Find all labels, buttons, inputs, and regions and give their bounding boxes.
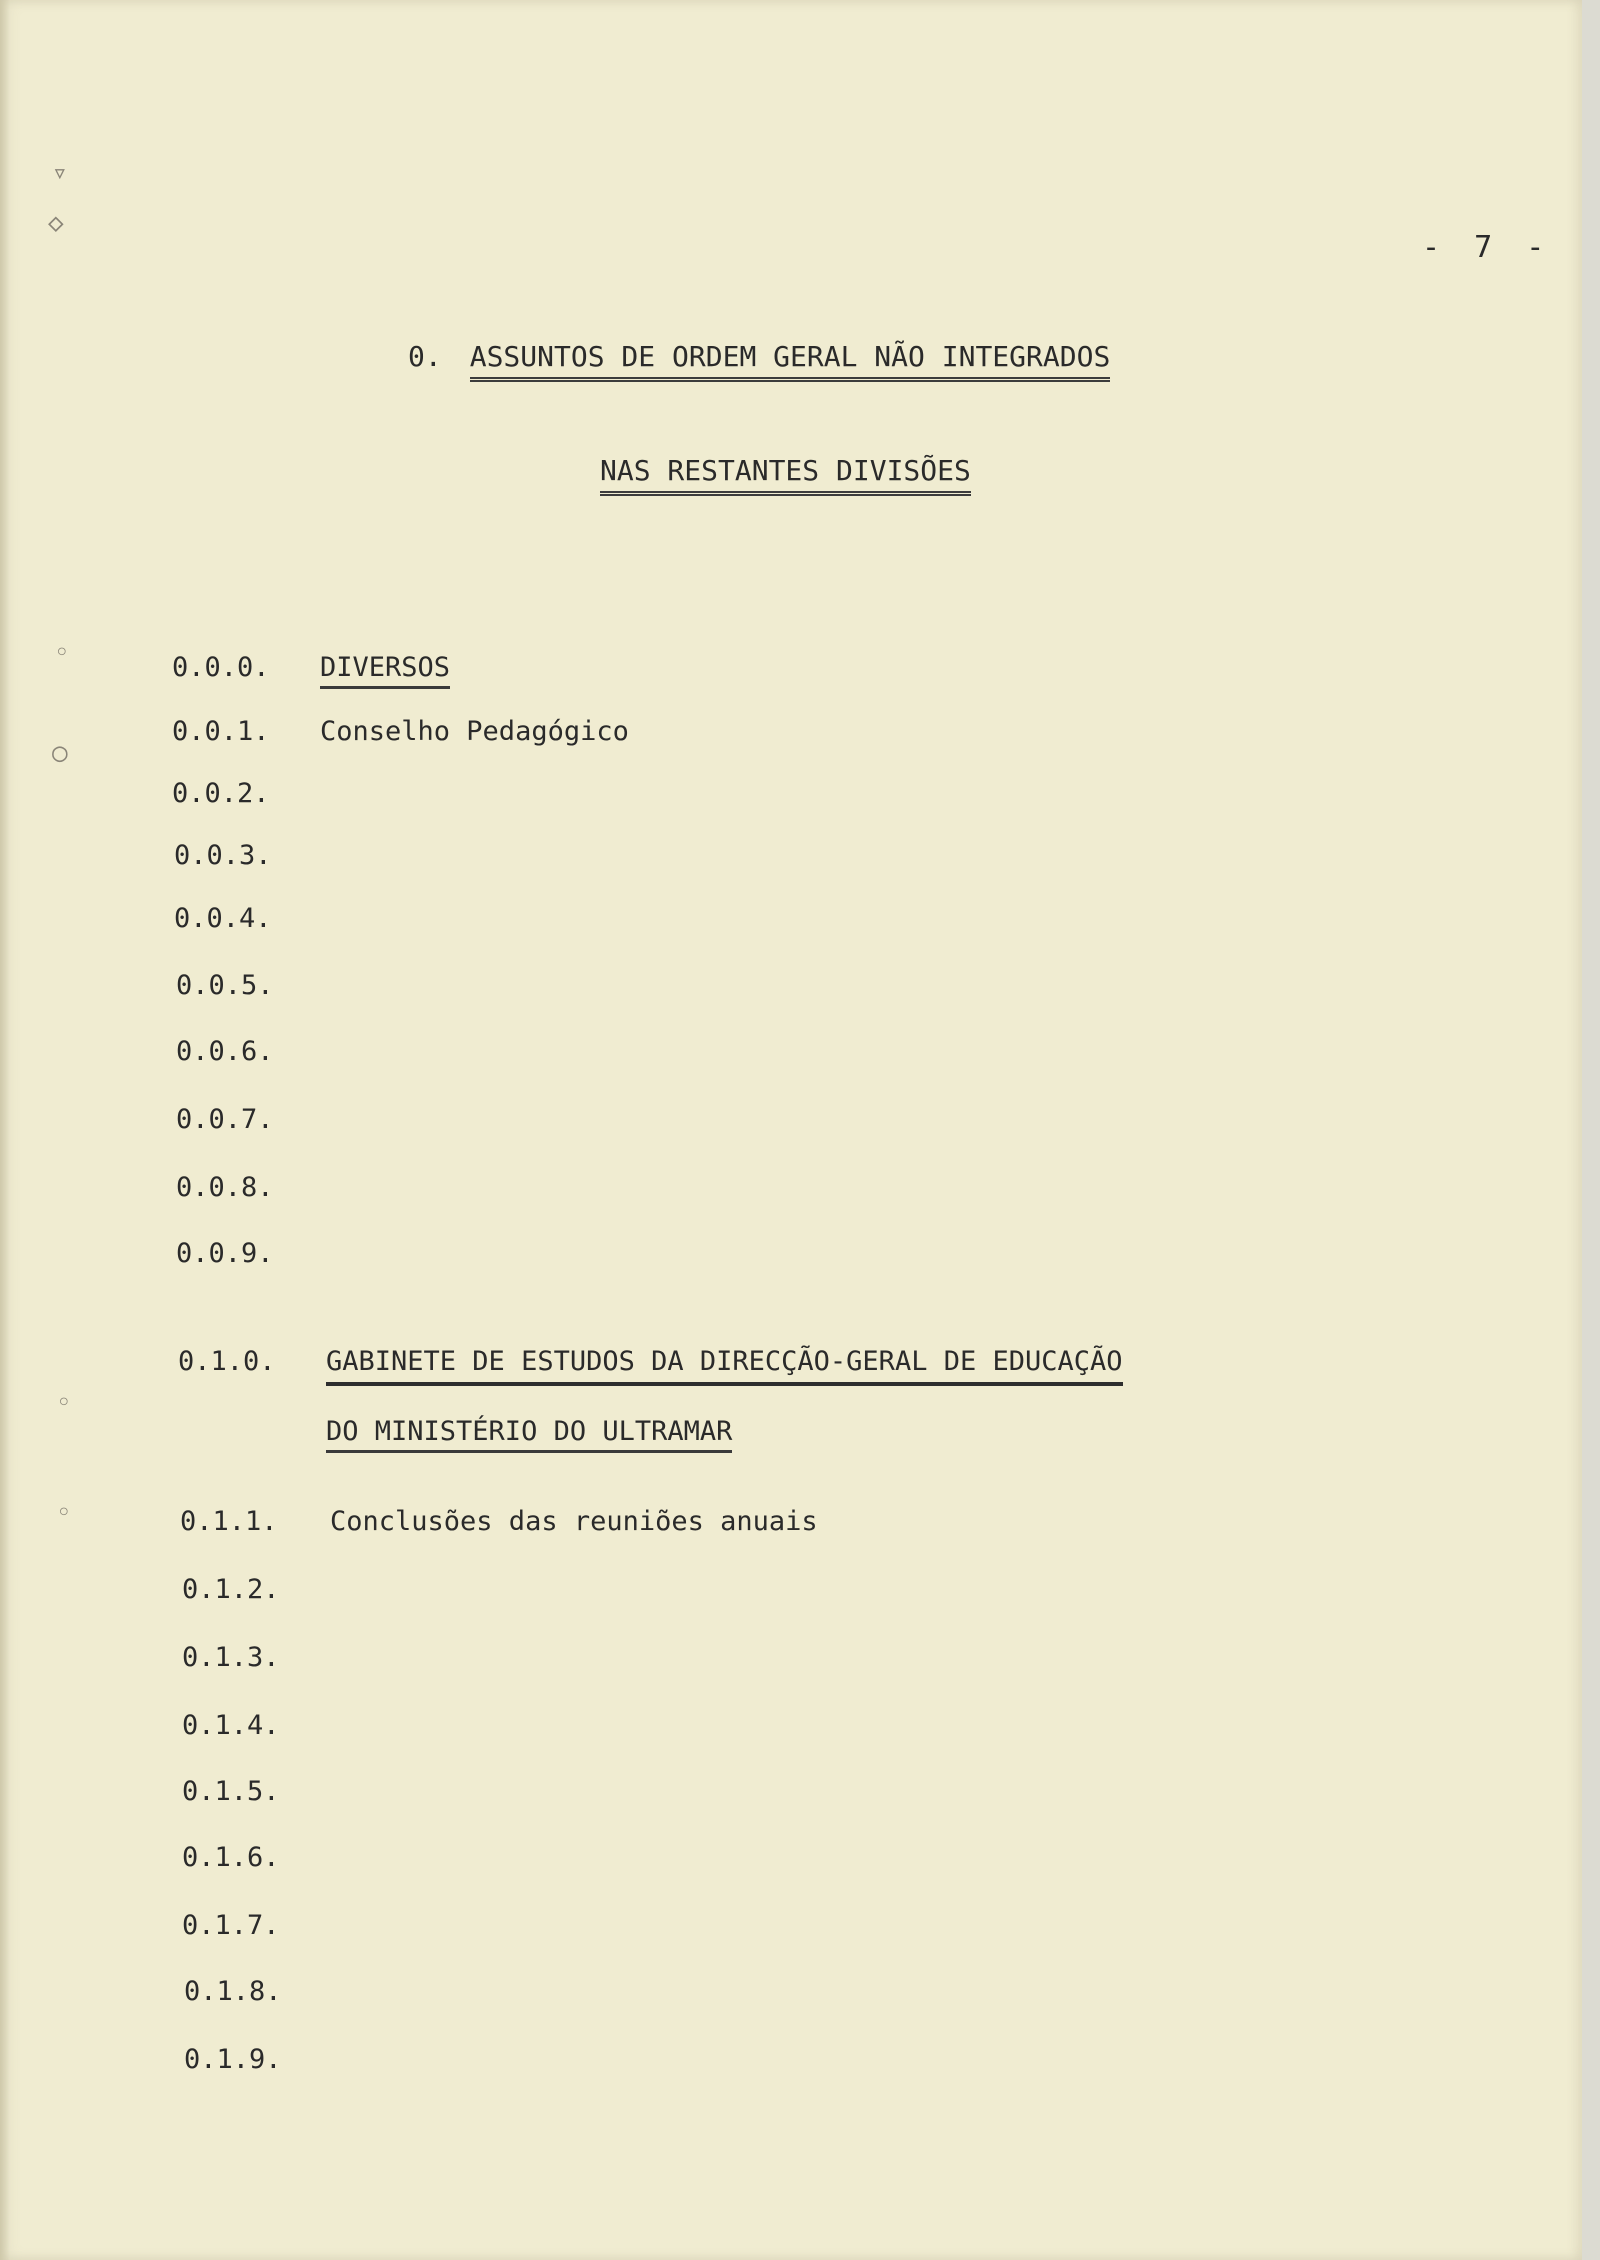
item-number: 0.1.6.	[182, 1842, 280, 1873]
item-number: 0.0.2.	[172, 778, 270, 809]
punch-hole-mark: ◇	[48, 208, 64, 238]
item-number: 0.0.6.	[176, 1036, 274, 1067]
punch-hole-mark: ◦	[54, 638, 70, 668]
section-heading-continued: DO MINISTÉRIO DO ULTRAMAR	[326, 1416, 732, 1453]
item-number: 0.0.3.	[174, 840, 272, 871]
item-number: 0.0.7.	[176, 1104, 274, 1135]
punch-hole-mark: ◦	[56, 1388, 72, 1418]
punch-hole-mark: ▿	[52, 158, 68, 188]
item-number: 0.1.9.	[184, 2044, 282, 2075]
item-number: 0.1.8.	[184, 1976, 282, 2007]
section-number: 0.1.0.	[178, 1346, 276, 1377]
title-text-1: ASSUNTOS DE ORDEM GERAL NÃO INTEGRADOS	[470, 340, 1111, 382]
page-title-line-2	[600, 454, 971, 487]
page-title-line-1	[408, 340, 1110, 373]
item-label: Conclusões das reuniões anuais	[330, 1506, 818, 1537]
section-heading: DIVERSOS	[320, 652, 450, 689]
punch-hole-mark: ○	[52, 738, 68, 768]
item-number: 0.1.5.	[182, 1776, 280, 1807]
item-label: Conselho Pedagógico	[320, 716, 629, 747]
item-number: 0.1.2.	[182, 1574, 280, 1605]
item-number: 0.1.3.	[182, 1642, 280, 1673]
title-text-2: NAS RESTANTES DIVISÕES	[600, 454, 971, 496]
item-number: 0.1.1.	[180, 1506, 278, 1537]
punch-hole-mark: ◦	[56, 1498, 72, 1528]
page-number: - 7 -	[1422, 230, 1553, 265]
item-number: 0.0.9.	[176, 1238, 274, 1269]
section-heading: GABINETE DE ESTUDOS DA DIRECÇÃO-GERAL DE EDUCAÇÃO	[326, 1346, 1123, 1386]
item-number: 0.0.4.	[174, 903, 272, 934]
binding-edge	[0, 0, 10, 2260]
item-number: 0.0.8.	[176, 1172, 274, 1203]
item-number: 0.0.1.	[172, 716, 270, 747]
item-number: 0.0.5.	[176, 970, 274, 1001]
title-number: 0.	[408, 340, 442, 373]
item-number: 0.1.7.	[182, 1910, 280, 1941]
section-number: 0.0.0.	[172, 652, 270, 683]
item-number: 0.1.4.	[182, 1710, 280, 1741]
